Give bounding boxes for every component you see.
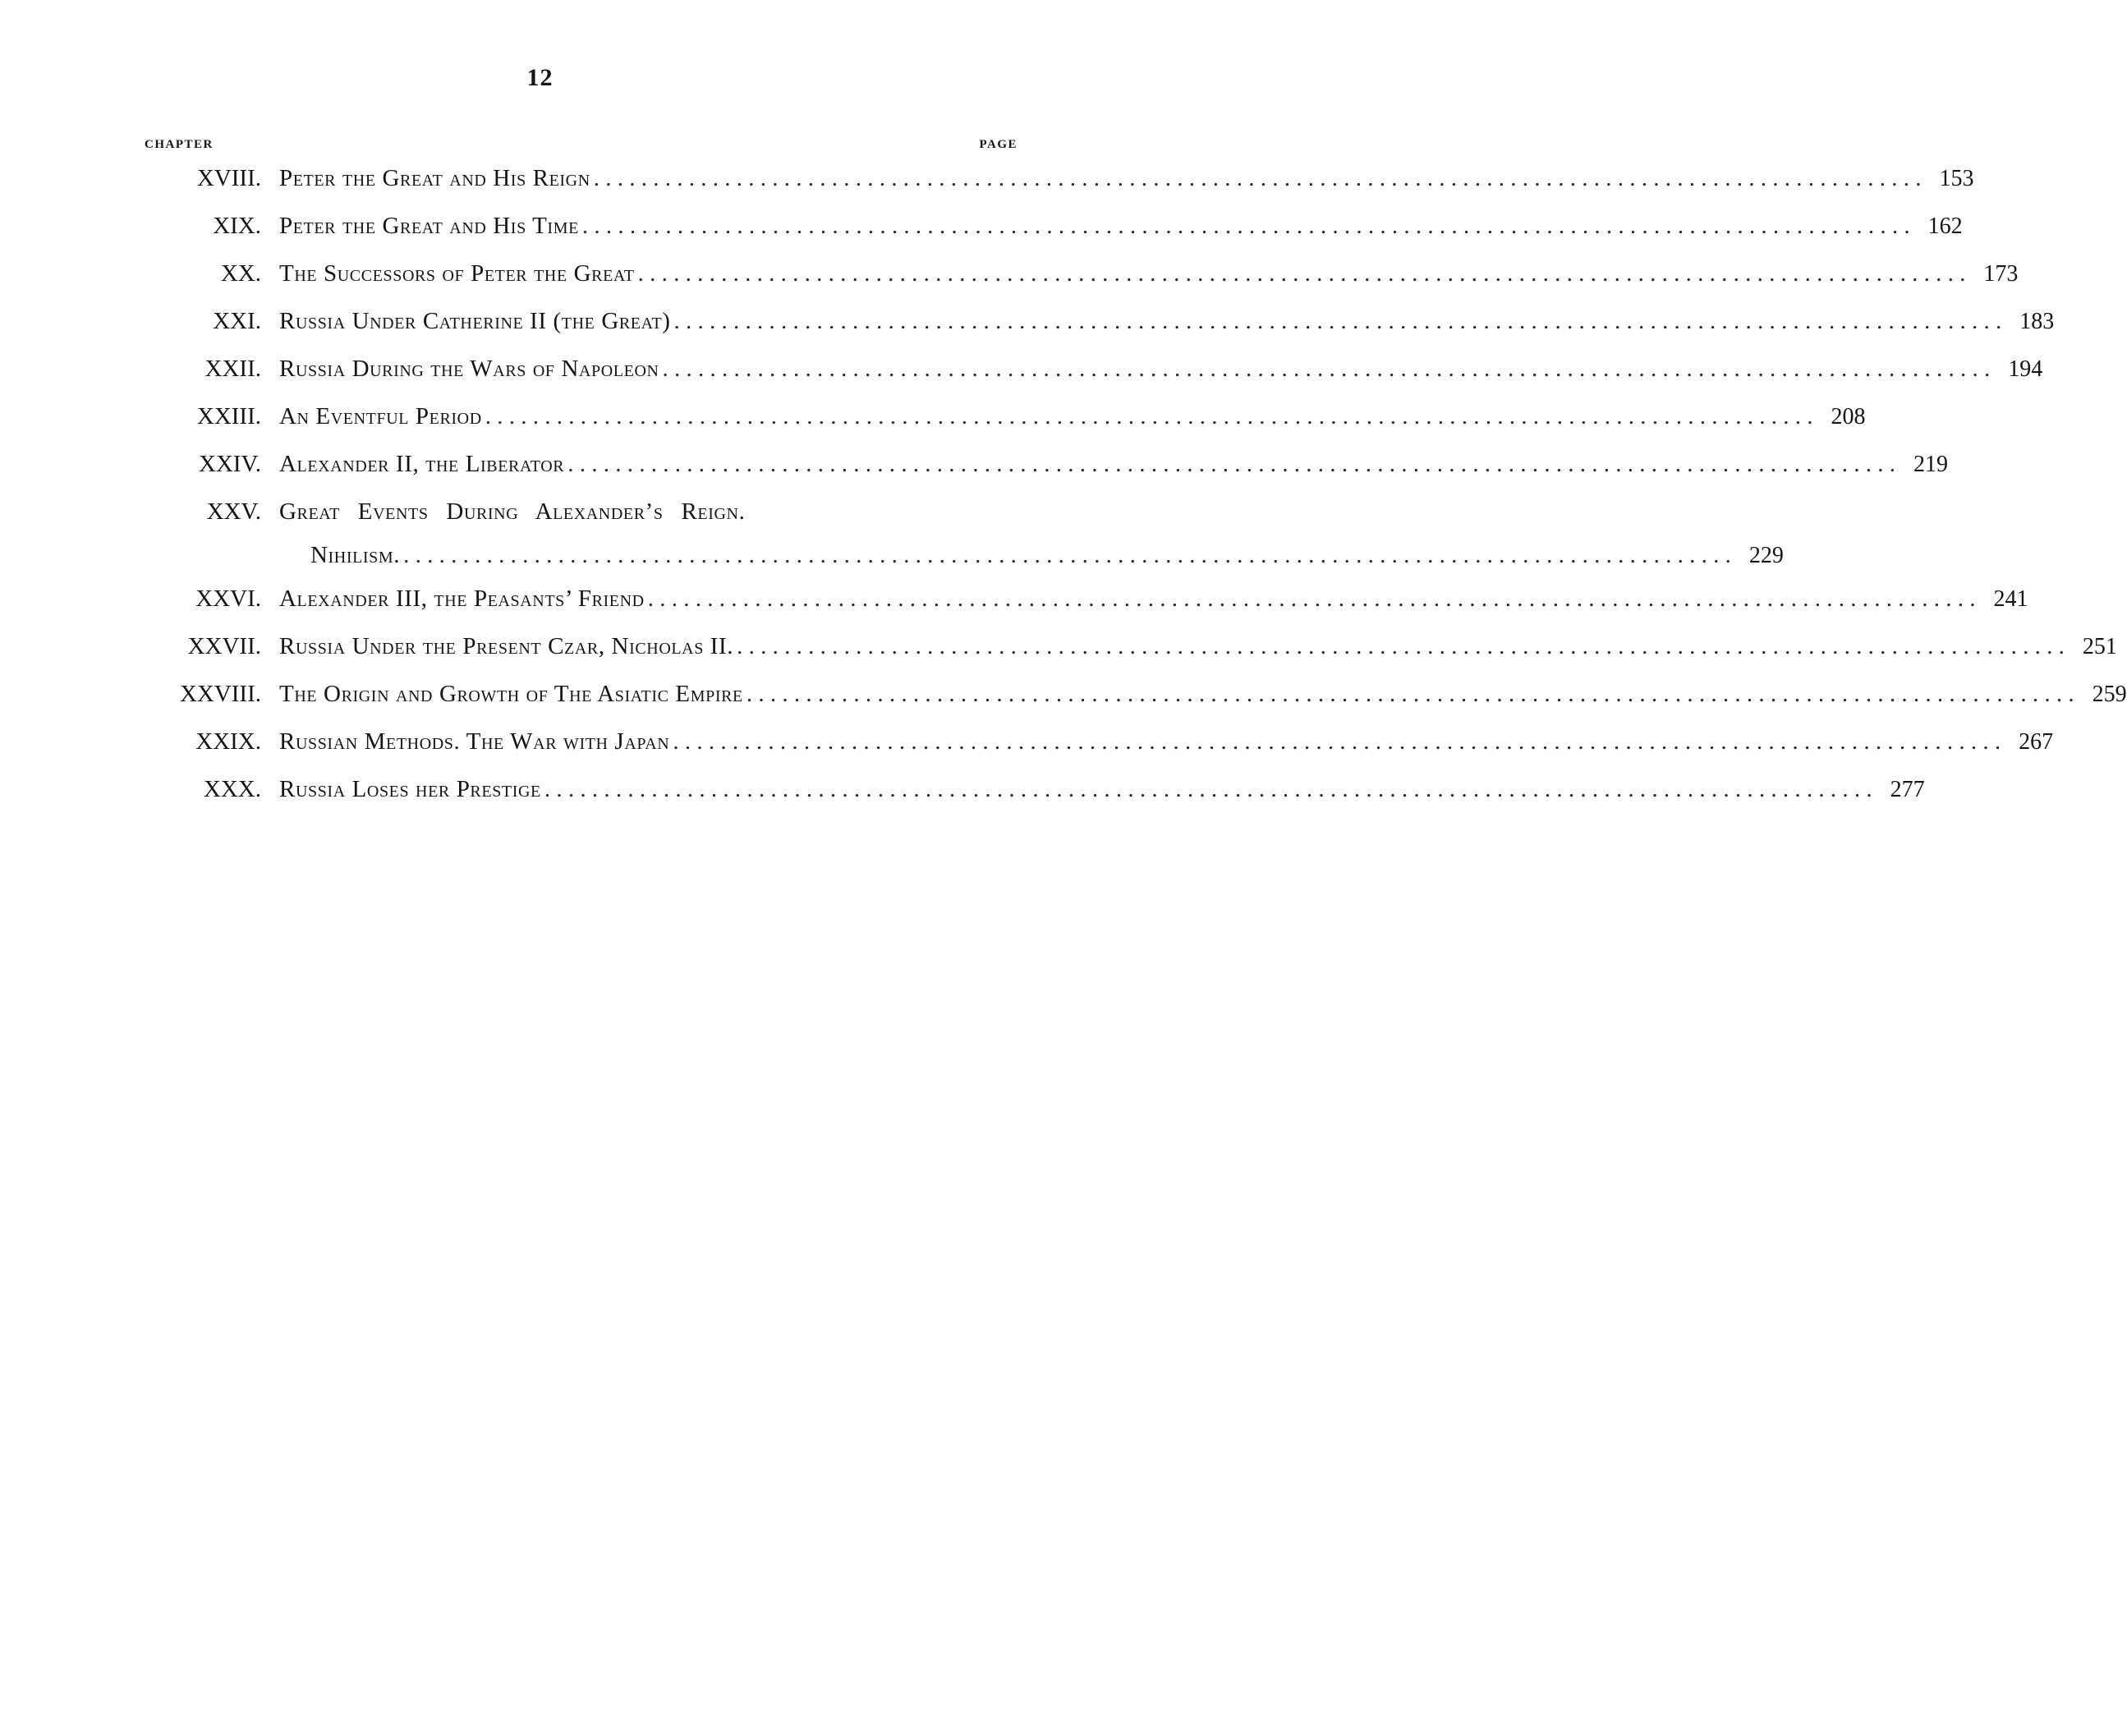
chapter-column-header: CHAPTER xyxy=(145,138,214,151)
dot-leader xyxy=(737,622,2065,670)
dot-leader xyxy=(638,250,1966,297)
chapter-title-continued: Nihilism. xyxy=(310,542,401,568)
chapter-title: An Eventful Period xyxy=(279,403,482,429)
page-ref: 267 xyxy=(2019,729,2054,755)
chapter-numeral: XXX. xyxy=(203,776,261,802)
toc-entry-xxiv xyxy=(138,440,1948,488)
toc-entry-xxv-continued xyxy=(138,535,1784,575)
chapter-title: Russian Methods. The War with Japan xyxy=(279,728,670,755)
page-ref: 241 xyxy=(1993,586,2028,612)
toc-entry-xxii xyxy=(138,345,2043,393)
toc-entry-xxvi xyxy=(138,575,2028,622)
toc-entry-xix xyxy=(138,202,1963,250)
chapter-numeral: XIX. xyxy=(213,213,261,239)
dot-leader xyxy=(674,297,2002,345)
toc-entry-xxi xyxy=(138,297,2055,345)
page-column-header: PAGE xyxy=(979,138,1018,151)
page-ref: 259 xyxy=(2092,682,2127,707)
chapter-numeral: XXVII. xyxy=(187,633,261,659)
chapter-title: Russia Loses her Prestige xyxy=(279,776,541,802)
toc-entry-xx xyxy=(138,250,2019,297)
chapter-numeral: XXVI. xyxy=(195,586,261,612)
chapter-numeral: XXIV. xyxy=(199,451,261,477)
table-of-contents xyxy=(138,154,2127,813)
chapter-title: Alexander III, the Peasants’ Friend xyxy=(279,586,645,612)
page-ref: 153 xyxy=(1939,166,1974,191)
chapter-numeral: XX. xyxy=(220,260,261,287)
chapter-numeral: XXI. xyxy=(213,308,261,334)
page-number: 12 xyxy=(526,64,554,91)
chapter-numeral: XXV. xyxy=(206,498,261,525)
page-ref: 162 xyxy=(1927,214,1963,239)
page-ref: 229 xyxy=(1748,543,1784,568)
chapter-numeral: XXII. xyxy=(204,356,261,382)
page-ref: 183 xyxy=(2019,309,2055,334)
chapter-numeral: XXIII. xyxy=(196,403,261,429)
chapter-title: Russia During the Wars of Napoleon xyxy=(279,356,659,382)
toc-entry-xviii xyxy=(138,154,1974,202)
toc-entry-xxix xyxy=(138,718,2054,765)
chapter-title: Peter the Great and His Time xyxy=(279,213,579,239)
page-ref: 219 xyxy=(1913,452,1948,477)
chapter-title: Russia Under the Present Czar, Nicholas II. xyxy=(279,633,734,659)
chapter-title: Alexander II, the Liberator xyxy=(279,451,565,477)
page-ref: 173 xyxy=(1983,261,2019,287)
dot-leader xyxy=(673,718,2001,765)
dot-leader xyxy=(648,575,1976,622)
chapter-title: The Successors of Peter the Great xyxy=(279,260,635,287)
toc-entry-xxv xyxy=(138,488,1018,535)
page-ref: 277 xyxy=(1890,777,1925,802)
chapter-numeral: XXIX. xyxy=(195,728,261,755)
chapter-numeral: XVIII. xyxy=(196,165,261,191)
page-ref: 251 xyxy=(2082,634,2117,659)
toc-entry-xxvii xyxy=(138,622,2117,670)
chapter-title: Russia Under Catherine II (the Great) xyxy=(279,308,671,334)
dot-leader xyxy=(582,202,1910,250)
toc-entry-xxiii xyxy=(138,393,1866,440)
page-ref: 208 xyxy=(1831,404,1866,429)
chapter-numeral: XXVIII. xyxy=(179,681,261,707)
dot-leader xyxy=(663,345,1991,393)
page-ref: 194 xyxy=(2008,356,2043,382)
dot-leader xyxy=(544,765,1872,813)
chapter-title: Great Events During Alexander’s Reign. xyxy=(279,498,746,525)
chapter-title: The Origin and Growth of The Asiatic Empire xyxy=(279,681,743,707)
dot-leader xyxy=(485,393,1813,440)
toc-entry-xxviii xyxy=(138,670,2127,718)
dot-leader xyxy=(747,670,2074,718)
dot-leader xyxy=(403,535,1731,575)
chapter-title: Peter the Great and His Reign xyxy=(279,165,590,191)
toc-entry-xxx xyxy=(138,765,1925,813)
dot-leader xyxy=(567,440,1895,488)
dot-leader xyxy=(594,154,1922,202)
